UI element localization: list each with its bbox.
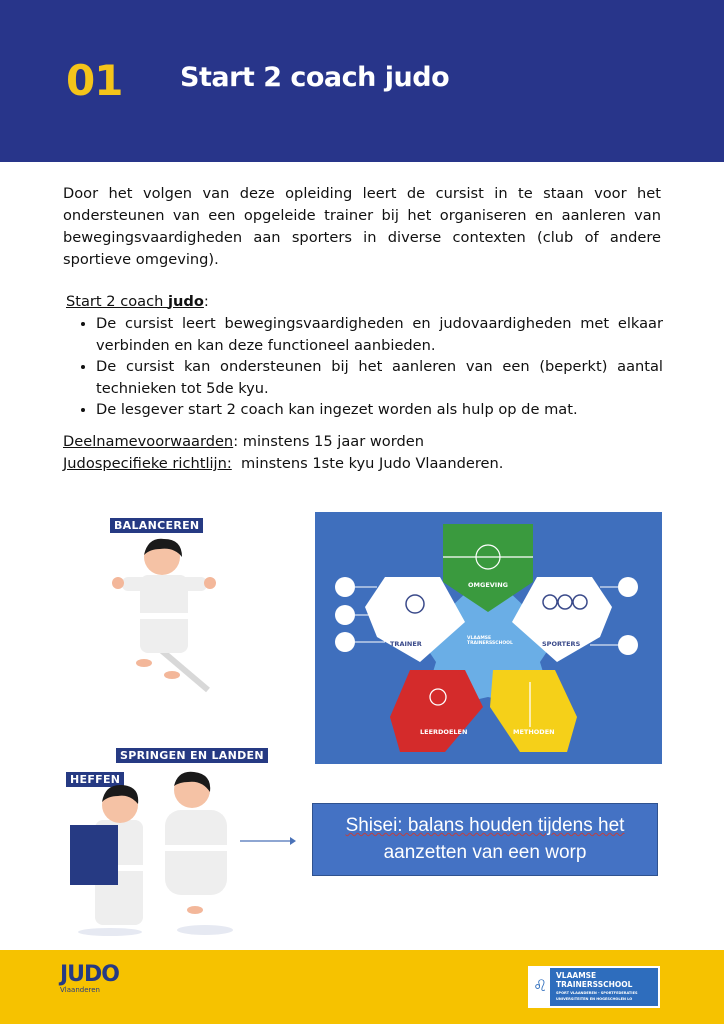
tag-heffen: HEFFEN [66, 772, 124, 787]
requirement-label: Deelnamevoorwaarden [63, 433, 234, 450]
callout-line-1: Shisei: balans houden tijdens het [345, 815, 625, 836]
segment-label-leerdoelen: LEERDOELEN [420, 728, 468, 736]
section-heading-bold: judo [168, 293, 204, 310]
list-item: • De cursist leert bewegingsvaardigheden en judovaardigheden met elkaar verbinden en kan deze functioneel aanbieden. [96, 313, 663, 356]
intro-paragraph: Door het volgen van deze opleiding leert de cursist in te staan voor het ondersteunen van een opgeleide trainer bij het organiseren en aanleren van bewegingsvaardigheden aan sporters in diverse contexten (club of andere sportieve omgeving). [63, 185, 661, 268]
segment-omgeving [443, 524, 533, 612]
requirement-judo [63, 455, 503, 472]
judo-vlaanderen-logo [60, 964, 119, 994]
segment-label-sporters: SPORTERS [542, 640, 581, 648]
requirement-value: minstens 1ste kyu Judo Vlaanderen. [231, 455, 504, 472]
list-item: • De cursist kan ondersteunen bij het aanleren van een (beperkt) aantal technieken tot 5de kyu. [96, 356, 663, 399]
vts-line-2: TRAINERSSCHOOL [556, 980, 633, 989]
tag-springen-en-landen: SPRINGEN EN LANDEN [116, 748, 268, 763]
page-header [0, 0, 724, 162]
arrow-icon [238, 835, 298, 847]
list-item: • De lesgever start 2 coach kan ingezet worden als hulp op de mat. [96, 399, 663, 421]
judo-logo-sub: Vlaanderen [60, 986, 100, 994]
segment-leerdoelen [390, 670, 483, 752]
lion-icon: ♌ [533, 976, 548, 995]
tag-balanceren: BALANCEREN [110, 518, 203, 533]
section-heading-suffix: : [203, 293, 209, 310]
diagram-center-logo: VLAAMSE TRAINERSSCHOOL [467, 636, 513, 646]
callout-line-2: aanzetten van een worp [383, 842, 587, 863]
vlaamse-trainersschool-logo [528, 966, 660, 1008]
callout-box [312, 803, 658, 876]
segment-label-omgeving: OMGEVING [468, 581, 508, 589]
segment-label-methoden: METHODEN [513, 728, 555, 736]
bullet-list [63, 313, 663, 421]
requirement-participation [63, 433, 424, 450]
judoka-lifting-jumping-illustration [60, 770, 240, 940]
vts-line-1: VLAAMSE [556, 971, 597, 980]
vts-logo-panel [550, 968, 658, 1006]
chapter-number: 01 [66, 56, 123, 105]
section-heading-prefix: Start 2 coach [66, 293, 169, 310]
judoka-balancing-illustration [100, 535, 220, 695]
trainerschool-diagram [315, 512, 662, 764]
vts-line-3: SPORT VLAANDEREN - SPORTFEDERATIES [556, 991, 638, 995]
segment-methoden [490, 670, 577, 752]
segment-label-trainer: TRAINER [390, 640, 422, 648]
judo-logo-word: JUDO [60, 962, 120, 987]
page-title: Start 2 coach judo [180, 62, 450, 93]
section-heading [66, 293, 209, 310]
vts-line-4: UNIVERSITEITEN EN HOGESCHOLEN LO [556, 997, 633, 1001]
requirement-value: : minstens 15 jaar worden [233, 433, 424, 450]
requirement-label: Judospecifieke richtlijn: [63, 455, 232, 472]
